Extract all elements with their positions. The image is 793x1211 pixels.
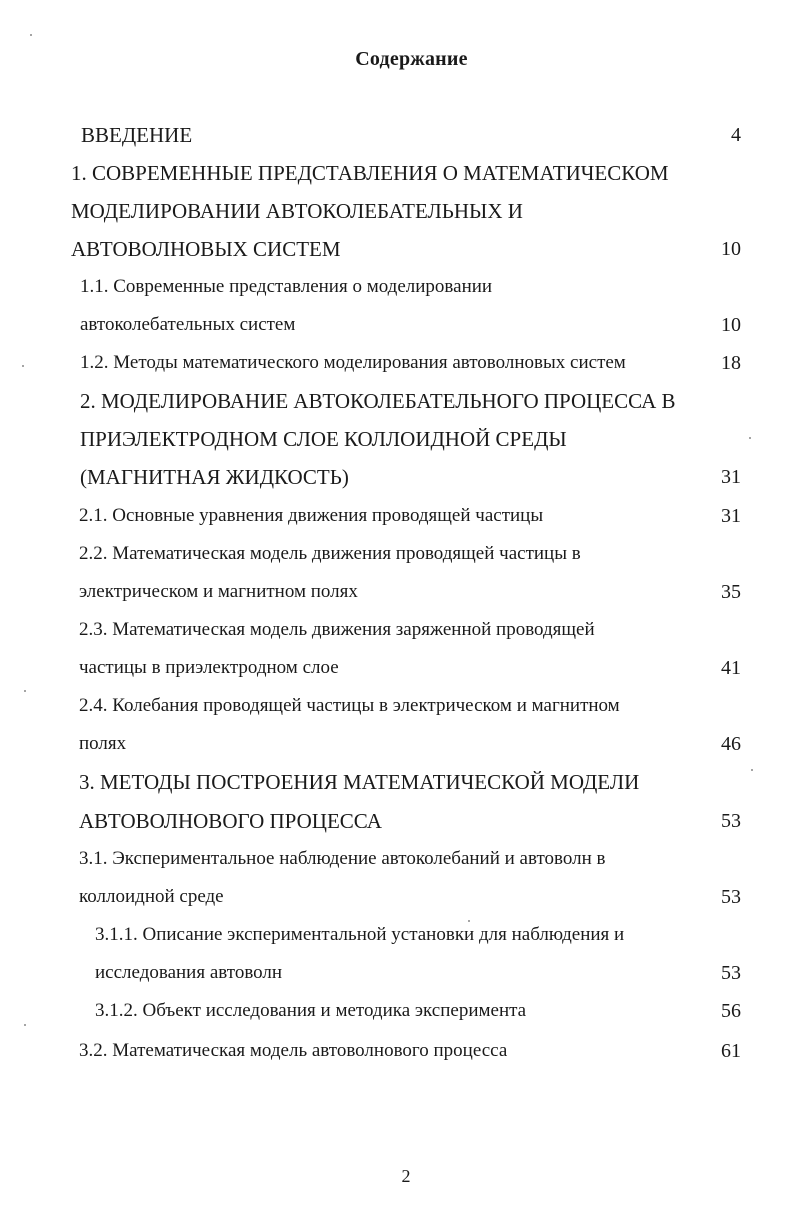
- toc-entry-section-3-2: 3.2. Математическая модель автоволнового процесса: [79, 1040, 508, 1061]
- toc-page-number: 18: [721, 352, 741, 374]
- scan-speck: [22, 365, 24, 367]
- toc-entry-chapter-2: 2. МОДЕЛИРОВАНИЕ АВТОКОЛЕБАТЕЛЬНОГО ПРОЦЕССА В: [80, 389, 676, 413]
- toc-page-number: 4: [731, 124, 741, 146]
- toc-page-number: 10: [721, 238, 741, 260]
- toc-page-number: 61: [721, 1040, 741, 1062]
- toc-page-number: 53: [721, 810, 741, 832]
- toc-page-number: 41: [721, 657, 741, 679]
- toc-page-number: 10: [721, 314, 741, 336]
- scan-speck: [749, 437, 751, 439]
- toc-page-number: 46: [721, 733, 741, 755]
- toc-entry-section-2-2: 2.2. Математическая модель движения проводящей частицы в: [79, 543, 581, 564]
- toc-entry-section-1-1: 1.1. Современные представления о моделировании: [80, 276, 493, 297]
- toc-entry-section-2-2-cont: электрическом и магнитном полях: [79, 581, 358, 602]
- footer-page-number: 2: [401, 1166, 411, 1186]
- toc-entry-section-3-1-1: 3.1.1. Описание экспериментальной установки для наблюдения и: [95, 924, 625, 945]
- toc-entry-section-3-1-1-cont: исследования автоволн: [95, 962, 283, 983]
- scan-speck: [24, 690, 26, 692]
- scan-speck: [468, 920, 470, 922]
- toc-entry-section-3-1-2: 3.1.2. Объект исследования и методика эксперимента: [95, 1000, 527, 1021]
- toc-entry-chapter-2-cont: (МАГНИТНАЯ ЖИДКОСТЬ): [80, 465, 349, 489]
- scan-speck: [24, 1024, 26, 1026]
- toc-entry-section-2-4: 2.4. Колебания проводящей частицы в электрическом и магнитном: [79, 695, 620, 716]
- toc-page-number: 31: [721, 505, 741, 527]
- toc-entry-chapter-1-cont: МОДЕЛИРОВАНИИ АВТОКОЛЕБАТЕЛЬНЫХ И: [71, 199, 523, 223]
- toc-page-number: 35: [721, 581, 741, 603]
- toc-page-number: 53: [721, 962, 741, 984]
- toc-entry-section-2-1: 2.1. Основные уравнения движения проводящей частицы: [79, 505, 544, 526]
- scan-speck: [30, 34, 32, 36]
- scan-speck: [751, 769, 753, 771]
- toc-entry-chapter-1-cont: АВТОВОЛНОВЫХ СИСТЕМ: [71, 237, 341, 261]
- toc-entry-chapter-2-cont: ПРИЭЛЕКТРОДНОМ СЛОЕ КОЛЛОИДНОЙ СРЕДЫ: [80, 427, 567, 451]
- toc-entry-section-3-1-cont: коллоидной среде: [79, 886, 224, 907]
- toc-entry-section-2-3: 2.3. Математическая модель движения заряженной проводящей: [79, 619, 595, 640]
- toc-entry-section-2-3-cont: частицы в приэлектродном слое: [79, 657, 339, 678]
- toc-entry-section-2-4-cont: полях: [79, 733, 127, 754]
- toc-page-number: 31: [721, 466, 741, 488]
- toc-entry-chapter-1: 1. СОВРЕМЕННЫЕ ПРЕДСТАВЛЕНИЯ О МАТЕМАТИЧЕСКОМ: [71, 161, 669, 185]
- toc-page-number: 53: [721, 886, 741, 908]
- toc-entry-section-3-1: 3.1. Экспериментальное наблюдение автоколебаний и автоволн в: [79, 848, 606, 869]
- toc-entry-section-1-2: 1.2. Методы математического моделирования автоволновых систем: [80, 352, 626, 373]
- toc-entry-introduction: ВВЕДЕНИЕ: [81, 123, 193, 147]
- toc-entry-chapter-3: 3. МЕТОДЫ ПОСТРОЕНИЯ МАТЕМАТИЧЕСКОЙ МОДЕЛИ: [79, 770, 640, 794]
- toc-page-number: 56: [721, 1000, 741, 1022]
- toc-entry-section-1-1-cont: автоколебательных систем: [80, 314, 296, 335]
- page-title: Содержание: [355, 48, 468, 70]
- toc-entry-chapter-3-cont: АВТОВОЛНОВОГО ПРОЦЕССА: [79, 809, 382, 833]
